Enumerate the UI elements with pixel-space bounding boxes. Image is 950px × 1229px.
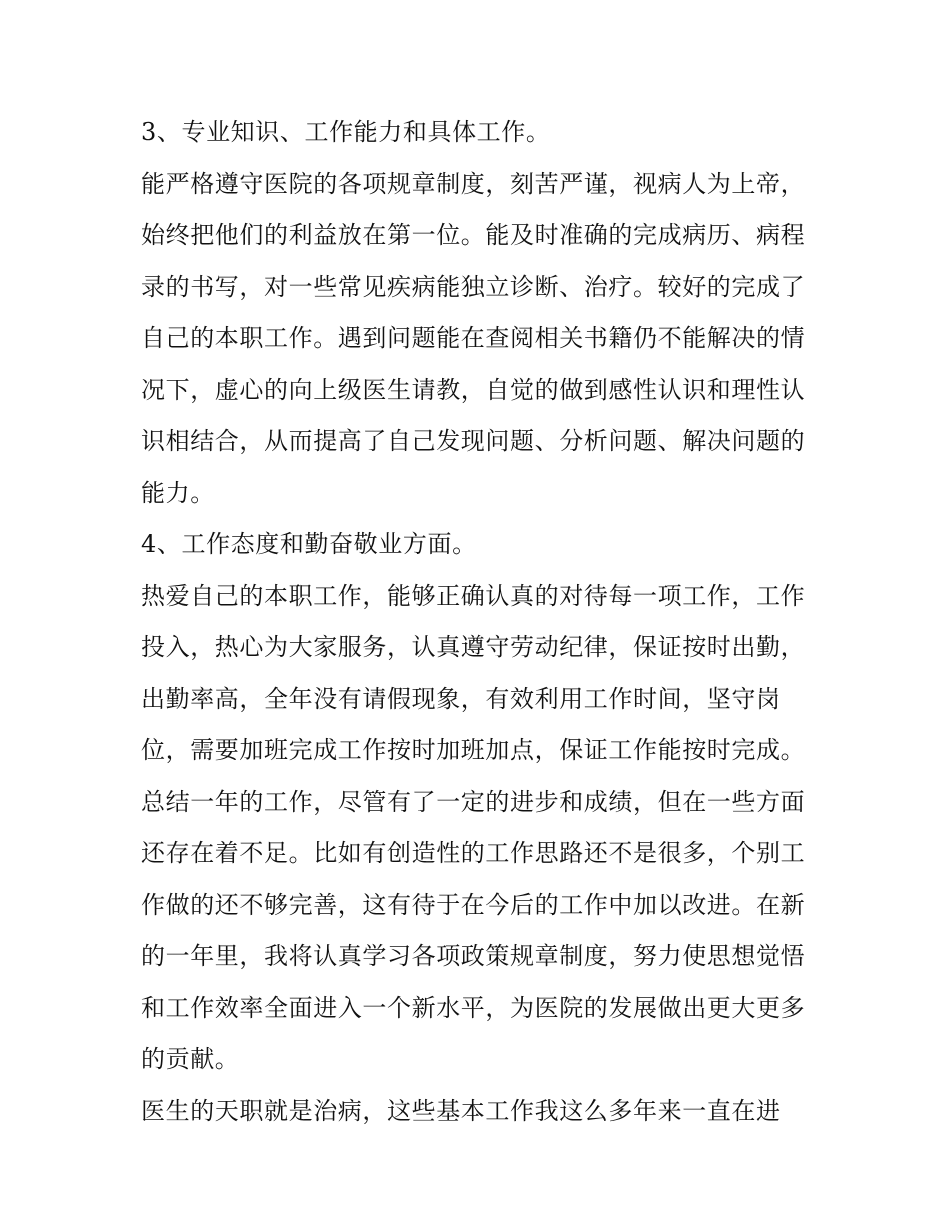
text-line: 总结一年的工作，尽管有了一定的进步和成绩，但在一些方面 xyxy=(141,787,806,816)
text-line: 和工作效率全面进入一个新水平，为医院的发展做出更大更多 xyxy=(141,993,806,1022)
text-line: 能严格遵守医院的各项规章制度，刻苦严谨，视病人为上帝， xyxy=(141,169,806,198)
text-line: 作做的还不够完善，这有待于在今后的工作中加以改进。在新 xyxy=(141,890,806,919)
text-line: 的贡献。 xyxy=(141,1045,240,1073)
text-line: 始终把他们的利益放在第一位。能及时准确的完成病历、病程 xyxy=(141,221,806,249)
text-line: 热爱自己的本职工作，能够正确认真的对待每一项工作，工作 xyxy=(141,581,806,610)
text-line: 投入，热心为大家服务，认真遵守劳动纪律，保证按时出勤， xyxy=(141,633,806,661)
text-line: 况下，虚心的向上级医生请教，自觉的做到感性认识和理性认 xyxy=(141,375,806,404)
text-line: 录的书写，对一些常见疾病能独立诊断、治疗。较好的完成了 xyxy=(141,272,806,301)
section-heading-3: 3、专业知识、工作能力和具体工作。 xyxy=(141,118,551,146)
text-line: 的一年里，我将认真学习各项政策规章制度，努力使思想觉悟 xyxy=(141,942,806,970)
text-line: 能力。 xyxy=(141,478,215,507)
document-body xyxy=(141,107,821,1137)
text-line: 识相结合，从而提高了自己发现问题、分析问题、解决问题的 xyxy=(141,427,806,455)
text-line: 医生的天职就是治病，这些基本工作我这么多年来一直在进 xyxy=(141,1096,781,1125)
text-line: 出勤率高，全年没有请假现象，有效利用工作时间，坚守岗 xyxy=(141,684,781,713)
text-line: 位，需要加班完成工作按时加班加点，保证工作能按时完成。 xyxy=(141,736,806,764)
text-line: 还存在着不足。比如有创造性的工作思路还不是很多，个别工 xyxy=(141,839,806,867)
section-heading-4: 4、工作态度和勤奋敬业方面。 xyxy=(141,530,477,558)
text-line: 自己的本职工作。遇到问题能在查阅相关书籍仍不能解决的情 xyxy=(141,324,806,352)
